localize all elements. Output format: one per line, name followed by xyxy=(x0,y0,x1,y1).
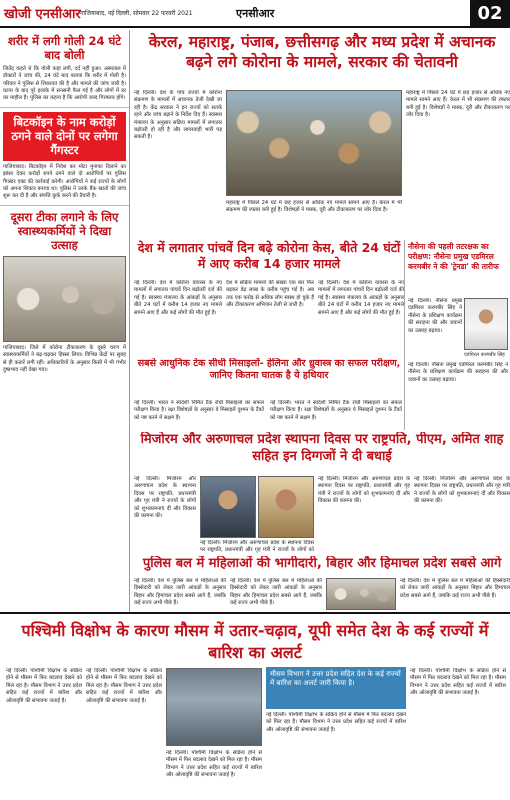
page-number: 02 xyxy=(470,0,510,28)
navy-chief-photo xyxy=(464,298,508,350)
lead-story-body: नई दिल्ली। देश के पांच राज्यों में कोरोना संक्रमण के मामलों में अचानक तेजी देखी जा रही है। केंद्र सरकार ने इन राज्यों को सतर्क रहने और जांच बढ़ाने के निर्देश दिए हैं। स्वास्थ्य मंत्रालय के अनुसार सक्रिय मामलों में लगातार बढ़ोतरी हो रही है और लापरवाही भारी पड़ सकती है। xyxy=(134,90,222,141)
sidebar-story-headline: दूसरा टीका लगाने के लिए स्वास्थ्यकर्मियों ने दिखा उत्साह xyxy=(10,209,119,253)
sidebar-story-bitcoin xyxy=(0,108,129,206)
weather-callout: मौसम विभाग ने उत्तर प्रदेश सहित देश के कई राज्यों में बारिश का अलर्ट जारी किया है। xyxy=(266,667,406,709)
leader-photo xyxy=(258,476,314,538)
women-police-body: नई दिल्ली। देश में पुलिस बल में महिलाओं की हिस्सेदारी को लेकर जारी आंकड़ों के अनुसार बिहार और हिमाचल प्रदेश सबसे आगे हैं, जबकि कई राज्य अभी पीछे हैं। xyxy=(134,578,226,607)
weather-body-3: नई दिल्ली। पश्चिमी विक्षोभ के सक्रिय होने से मौसम में फिर बदलाव देखने को मिल रहा है। मौसम विभाग ने उत्तर प्रदेश सहित कई राज्यों में बारिश और ओलावृष्टि की संभावना जताई है। xyxy=(166,750,262,779)
statehood-day-body-3: नई दिल्ली। मिजोरम और अरुणाचल प्रदेश के स्थापना दिवस पर राष्ट्रपति, प्रधानमंत्री और गृह मंत्री ने राज्यों के लोगों को शुभकामनाएं दीं और विकास की कामना की। xyxy=(318,476,410,505)
women-police-headline: पुलिस बल में महिलाओं की भागीदारी, बिहार और हिमाचल प्रदेश सबसे आगे xyxy=(142,556,502,571)
section-name: एनसीआर xyxy=(236,7,275,20)
women-police-body-3: नई दिल्ली। देश में पुलिस बल में महिलाओं की हिस्सेदारी को लेकर जारी आंकड़ों के अनुसार बिहार और हिमाचल प्रदेश सबसे आगे हैं, जबकि कई राज्य अभी पीछे हैं। xyxy=(400,578,510,599)
statehood-day-body-2: नई दिल्ली। मिजोरम और अरुणाचल प्रदेश के स्थापना दिवस पर राष्ट्रपति, प्रधानमंत्री और गृह मंत्री ने राज्यों के लोगों को xyxy=(200,540,314,554)
sidebar-story-body: गाजियाबाद। जिले में कोरोना टीकाकरण के दूसरे चरण में स्वास्थ्यकर्मियों ने बढ़-चढ़कर हिस्सा लिया। विभिन्न केंद्रों पर सुबह से ही कतारें लगी रहीं। अधिकारियों के अनुसार किसी में भी गंभीर दुष्प्रभाव नहीं देखा गया। xyxy=(3,344,126,373)
newspaper-brand: खोजी एनसीआर xyxy=(4,7,81,22)
sidebar-story-bullet xyxy=(0,30,129,108)
sidebar-story-body: जितेंद्र कहते थे कि गोली कहां लगी, दर्द नहीं हुआ। अस्पताल में डॉक्टरों ने जांच की, 24 घंटे बाद बताया कि शरीर में गोली है। परिवार ने पुलिस से शिकायत की है और मामले की जांच जारी है। घटना के बाद पूरे इलाके में सनसनी फैल गई है और लोगों में डर का माहौल है। पुलिस का कहना है कि आरोपी जल्द गिरफ्तार होंगे। xyxy=(3,65,126,102)
covid-24h-body-3: नई दिल्ली। देश में कोरोना वायरस के नए मामलों में लगातार पांचवें दिन बढ़ोतरी दर्ज की गई है। स्वास्थ्य मंत्रालय के आंकड़ों के अनुसार बीते 24 घंटों में करीब 14 हजार नए मामले सामने आए हैं और कई लोगों की मौत हुई है। xyxy=(318,280,404,316)
women-police-body-2: नई दिल्ली। देश में पुलिस बल में महिलाओं की हिस्सेदारी को लेकर जारी आंकड़ों के अनुसार बिहार और हिमाचल प्रदेश सबसे आगे हैं, जबकि कई राज्य अभी पीछे हैं। xyxy=(230,578,322,607)
covid-24h-headline: देश में लगातार पांचवें दिन बढ़े कोरोना केस, बीते 24 घंटों में आए करीब 14 हजार मामले xyxy=(137,240,401,272)
covid-24h-body-2: देश में सक्रिय मामलों की संख्या एक बार फिर बढ़कर डेढ़ लाख के करीब पहुंच गई है। अब तक एक करोड़ से अधिक लोग स्वस्थ हो चुके हैं और टीकाकरण अभियान तेजी से जारी है। xyxy=(226,280,314,309)
covid-24h-body: नई दिल्ली। देश में कोरोना वायरस के नए मामलों में लगातार पांचवें दिन बढ़ोतरी दर्ज की गई है। स्वास्थ्य मंत्रालय के आंकड़ों के अनुसार बीते 24 घंटों में करीब 14 हजार नए मामले सामने आए हैं और कई लोगों की मौत हुई है। xyxy=(134,280,222,316)
women-police-photo xyxy=(326,578,396,610)
column-divider xyxy=(404,240,405,430)
statehood-day-body-4: नई दिल्ली। मिजोरम और अरुणाचल प्रदेश के स्थापना दिवस पर राष्ट्रपति, प्रधानमंत्री और गृह मंत्री ने राज्यों के लोगों को शुभकामनाएं दीं और विकास की कामना की। xyxy=(414,476,510,505)
sidebar-story-body: गाजियाबाद। बिटकॉइन में निवेश कर मोटा मुनाफा दिलाने का झांसा देकर करोड़ों रुपये ठगने वाले दो आरोपियों पर पुलिस गैंगस्टर एक्ट की कार्रवाई करेगी। आरोपियों ने कई राज्यों के लोगों को अपना शिकार बनाया था। पुलिस ने उनके बैंक खातों की जांच शुरू कर दी है और संपत्ति कुर्क करने की तैयारी है। xyxy=(3,163,126,200)
lead-headline: केरल, महाराष्ट्र, पंजाब, छत्तीसगढ़ और मध्य प्रदेश में अचानक बढ़ने लगे कोरोना के मामले, सरकार की चेतावनी xyxy=(148,33,496,72)
vaccination-photo xyxy=(3,256,126,342)
missile-body-2: नई दिल्ली। भारत ने स्वदेशी निर्मित टैंक रोधी मिसाइलों का सफल परीक्षण किया है। रक्षा विशेषज्ञों के अनुसार ये मिसाइलें दुश्मन के टैंकों को नष्ट करने में सक्षम हैं। xyxy=(270,400,402,421)
masthead xyxy=(0,0,510,28)
sidebar-story-vaccine xyxy=(0,206,129,379)
lead-story-continued: महाराष्ट्र में पिछले 24 घंटे में छह हजार से अधिक नए मामले सामने आए हैं। केरल में भी संक्रमण की रफ्तार बनी हुई है। विशेषज्ञों ने मास्क, दूरी और टीकाकरण पर जोर दिया है। xyxy=(406,90,510,119)
section-divider xyxy=(0,612,510,614)
leader-photo xyxy=(200,476,256,538)
lead-crowd-photo xyxy=(226,90,402,196)
weather-body-4: नई दिल्ली। पश्चिमी विक्षोभ के सक्रिय होने से मौसम में फिर बदलाव देखने को मिल रहा है। मौसम विभाग ने उत्तर प्रदेश सहित कई राज्यों में बारिश और ओलावृष्टि की संभावना जताई है। xyxy=(266,712,406,733)
navy-chief-headline: नौसेना की पहली तटरक्षक का परीक्षण: नौसेना प्रमुख एडमिरल करमबीर ने की 'ट्रेनडा' की तारीफ xyxy=(408,242,499,271)
statehood-day-headline: मिजोरम और अरुणाचल प्रदेश स्थापना दिवस पर राष्ट्रपति, पीएम, अमित शाह सहित इन दिग्गजों ने दी बधाई xyxy=(140,432,504,464)
missile-headline: सबसे आधुनिक टेक सीधी मिसाइलों- हेलिना और ध्रुवास्त्र का सफल परीक्षण, जानिए कितना घातक है ये हथियार xyxy=(137,358,401,382)
date-line: गाजियाबाद, नई दिल्ली, सोमवार 22 फरवरी 2021 xyxy=(80,10,193,17)
statehood-day-body: नई दिल्ली। मिजोरम और अरुणाचल प्रदेश के स्थापना दिवस पर राष्ट्रपति, प्रधानमंत्री और गृह मंत्री ने राज्यों के लोगों को शुभकामनाएं दीं और विकास की कामना की। xyxy=(134,476,196,519)
lead-story-body-2: महाराष्ट्र में पिछले 24 घंटे में छह हजार से अधिक नए मामले सामने आए हैं। केरल में भी संक्रमण की रफ्तार बनी हुई है। विशेषज्ञों ने मास्क, दूरी और टीकाकरण पर जोर दिया है। xyxy=(226,200,402,214)
weather-body: नई दिल्ली। पश्चिमी विक्षोभ के सक्रिय होने से मौसम में फिर बदलाव देखने को मिल रहा है। मौसम विभाग ने उत्तर प्रदेश सहित कई राज्यों में बारिश और ओलावृष्टि की संभावना जताई है। xyxy=(6,668,82,704)
left-sidebar xyxy=(0,30,130,612)
navy-chief-body: नई दिल्ली। नौसेना प्रमुख एडमिरल करमबीर सिंह ने नौसेना के प्रशिक्षण कार्यक्रम की सराहना की और जवानों का उत्साह बढ़ाया। xyxy=(408,298,462,334)
weather-cloud-photo xyxy=(166,668,262,746)
sidebar-story-headline: शरीर में लगी गोली 24 घंटे बाद बोली xyxy=(7,34,122,63)
weather-body-5: नई दिल्ली। पश्चिमी विक्षोभ के सक्रिय होने से मौसम में फिर बदलाव देखने को मिल रहा है। मौसम विभाग ने उत्तर प्रदेश सहित कई राज्यों में बारिश और ओलावृष्टि की संभावना जताई है। xyxy=(410,668,506,697)
weather-headline: पश्चिमी विक्षोभ के कारण मौसम में उतार-चढ़ाव, यूपी समेत देश के कई राज्यों में बारिश का अलर्ट xyxy=(21,621,489,662)
weather-body-2: नई दिल्ली। पश्चिमी विक्षोभ के सक्रिय होने से मौसम में फिर बदलाव देखने को मिल रहा है। मौसम विभाग ने उत्तर प्रदेश सहित कई राज्यों में बारिश और ओलावृष्टि की संभावना जताई है। xyxy=(86,668,162,704)
navy-chief-caption: एडमिरल करमबीर सिंह xyxy=(464,352,505,358)
sidebar-story-headline: बिटकॉइन के नाम करोड़ों ठगने वाले दोनों पर लगेगा गैंगस्टर xyxy=(3,112,126,161)
missile-body: नई दिल्ली। भारत ने स्वदेशी निर्मित टैंक रोधी मिसाइलों का सफल परीक्षण किया है। रक्षा विशेषज्ञों के अनुसार ये मिसाइलें दुश्मन के टैंकों को नष्ट करने में सक्षम हैं। xyxy=(134,400,264,421)
navy-chief-body-2: नई दिल्ली। नौसेना प्रमुख एडमिरल करमबीर सिंह ने नौसेना के प्रशिक्षण कार्यक्रम की सराहना की और जवानों का उत्साह बढ़ाया। xyxy=(408,362,508,383)
